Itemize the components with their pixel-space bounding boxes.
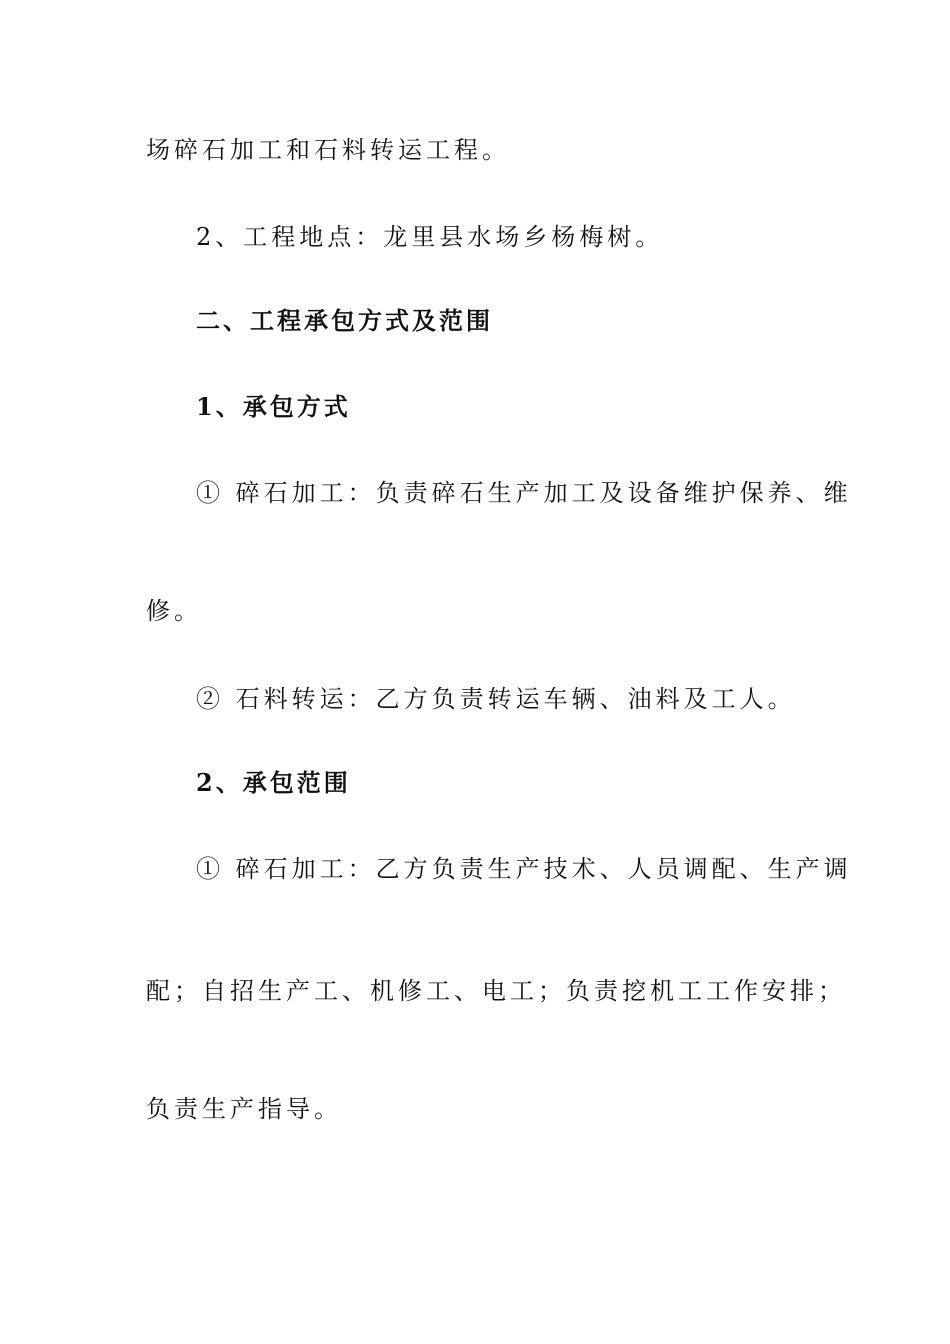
paragraph-continuation-project: 场碎石加工和石料转运工程。 xyxy=(146,136,510,164)
item-gravel-processing-scope-continued: 配；自招生产工、机修工、电工；负责挖机工工作安排； xyxy=(146,977,846,1005)
item-stone-transport-method: ② 石料转运：乙方负责转运车辆、油料及工人。 xyxy=(196,685,796,713)
subheading-contract-method: 1、承包方式 xyxy=(196,392,351,421)
item-gravel-processing-scope-end: 负责生产指导。 xyxy=(146,1095,342,1123)
item-gravel-processing-method-continued: 修。 xyxy=(146,597,202,625)
section-heading-contract-method-scope: 二、工程承包方式及范围 xyxy=(196,306,493,335)
project-location: 2、工程地点：龙里县水场乡杨梅树。 xyxy=(196,223,664,251)
subheading-contract-scope: 2、承包范围 xyxy=(196,768,351,797)
item-gravel-processing-scope: ① 碎石加工：乙方负责生产技术、人员调配、生产调 xyxy=(196,855,852,883)
item-gravel-processing-method: ① 碎石加工：负责碎石生产加工及设备维护保养、维 xyxy=(196,479,852,507)
